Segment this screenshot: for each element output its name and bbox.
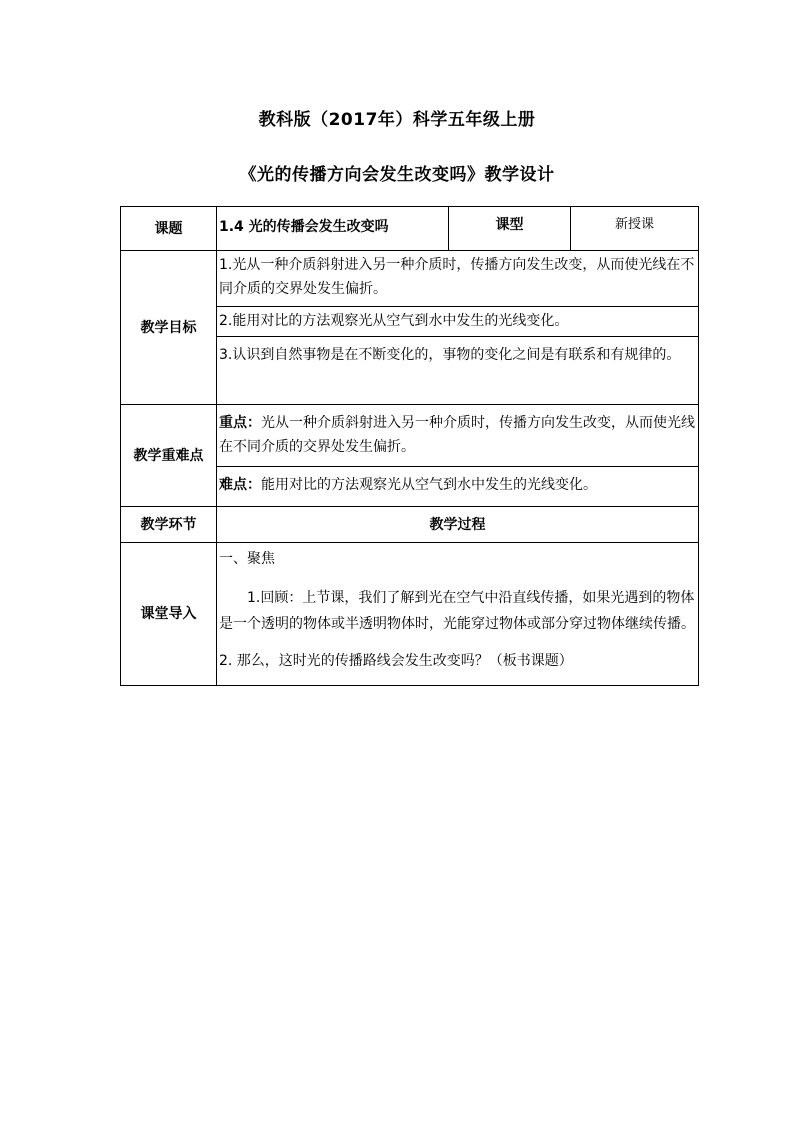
intro-label: 课堂导入 xyxy=(121,543,217,686)
lesson-type-label: 课型 xyxy=(449,207,571,251)
intro-paragraph-2: 2. 那么，这时光的传播路线会发生改变吗？（板书课题） xyxy=(219,653,573,669)
table-row-topic xyxy=(121,207,699,251)
difficult-point-text: 能用对比的方法观察光从空气到水中发生的光线变化。 xyxy=(261,477,597,493)
difficult-point-lead: 难点： xyxy=(219,477,261,493)
intro-paragraph-1: 1.回顾：上节课，我们了解到光在空气中沿直线传播，如果光遇到的物体是一个透明的物体或半透明物体时，光能穿过物体或部分穿过物体继续传播。 xyxy=(219,590,695,632)
document-subtitle: 《光的传播方向会发生改变吗》教学设计 xyxy=(239,165,555,185)
difficult-point-cell xyxy=(217,467,699,507)
table-row-key-point xyxy=(121,405,699,467)
process-label: 教学过程 xyxy=(217,507,699,543)
lesson-type-value: 新授课 xyxy=(571,207,699,251)
objective-item-3: 3.认识到自然事物是在不断变化的，事物的变化之间是有联系和有规律的。 xyxy=(217,337,699,405)
table-row-objective-1 xyxy=(121,251,699,307)
process-stage-label: 教学环节 xyxy=(121,507,217,543)
topic-value: 1.4 光的传播会发生改变吗 xyxy=(217,207,449,251)
lesson-plan-table xyxy=(120,206,699,686)
table-row-intro xyxy=(121,543,699,686)
intro-content xyxy=(217,543,699,686)
key-point-cell xyxy=(217,405,699,467)
objective-item-1: 1.光从一种介质斜射进入另一种介质时，传播方向发生改变，从而使光线在不同介质的交界处发生偏折。 xyxy=(217,251,699,307)
topic-label: 课题 xyxy=(121,207,217,251)
key-points-label: 教学重难点 xyxy=(121,405,217,507)
intro-heading: 一、聚焦 xyxy=(219,551,275,567)
key-point-lead: 重点： xyxy=(219,415,261,431)
document-title: 教科版（2017年）科学五年级上册 xyxy=(258,110,536,130)
objectives-label: 教学目标 xyxy=(121,251,217,405)
table-row-process-header xyxy=(121,507,699,543)
objective-item-2: 2.能用对比的方法观察光从空气到水中发生的光线变化。 xyxy=(217,307,699,337)
key-point-text: 光从一种介质斜射进入另一种介质时，传播方向发生改变，从而使光线在不同介质的交界处发生偏折。 xyxy=(219,415,695,455)
